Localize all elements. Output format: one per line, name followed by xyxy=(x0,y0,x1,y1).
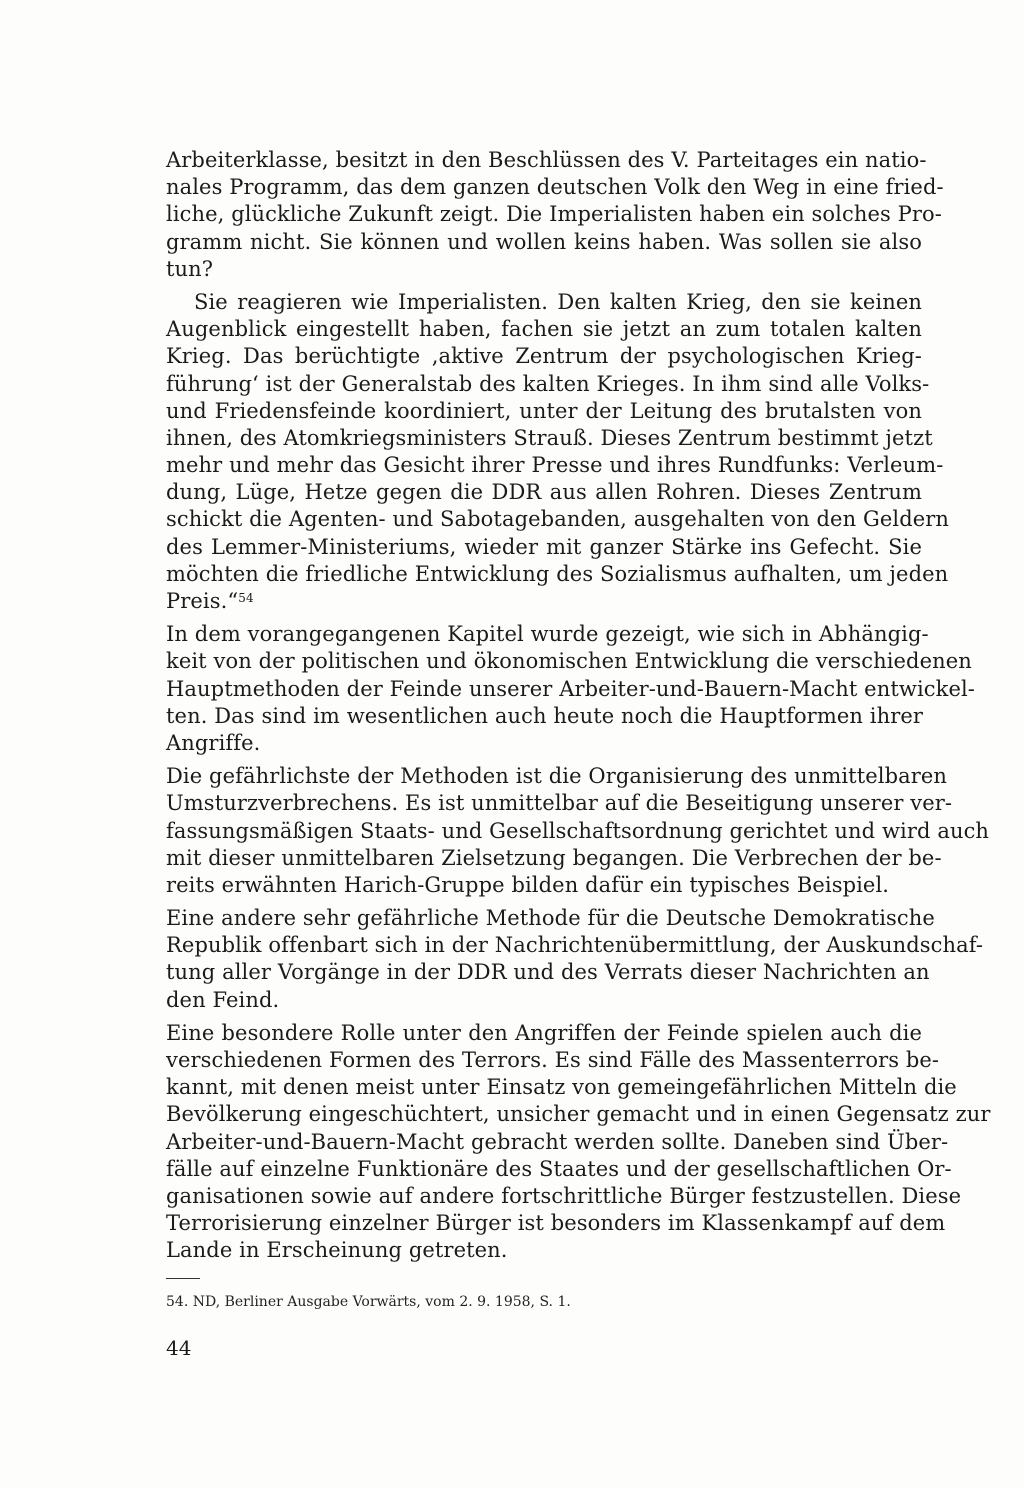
footnote: 54. ND, Berliner Ausgabe Vorwärts, vom 2. 9. 1958, S. 1. xyxy=(166,1294,571,1310)
text-line: möchten die friedliche Entwicklung des Sozialismus aufhalten, um jeden xyxy=(166,561,949,586)
text-line: ganisationen sowie auf andere fortschrittliche Bürger festzustellen. Diese xyxy=(166,1183,962,1208)
page-number: 44 xyxy=(166,1336,192,1360)
text-line: Arbeiter-und-Bauern-Macht gebracht werden sollte. Daneben sind Über- xyxy=(166,1129,949,1154)
text-line: mehr und mehr das Gesicht ihrer Presse und ihres Rundfunks: Verleum- xyxy=(166,453,944,478)
body-paragraph-4 xyxy=(166,1020,991,1265)
text-line: den Feind. xyxy=(166,987,280,1012)
text-line: nales Programm, das dem ganzen deutschen Volk den Weg in eine fried- xyxy=(166,175,944,200)
text-line: fassungsmäßigen Staats- und Gesellschaftsordnung gerichtet und wird auch xyxy=(166,818,990,843)
text-line: Die gefährlichste der Methoden ist die Organisierung des unmittelbaren xyxy=(166,764,948,789)
body-paragraph-3 xyxy=(166,905,984,1014)
text-line: Lande in Erscheinung getreten. xyxy=(166,1238,508,1263)
text-line: Krieg. Das berüchtigte ‚aktive Zentrum der psychologischen Krieg- xyxy=(166,344,922,369)
body-paragraph-1 xyxy=(166,621,975,757)
text-line: Terrorisierung einzelner Bürger ist besonders im Klassenkampf auf dem xyxy=(166,1211,946,1236)
text-line: Augenblick eingestellt haben, fachen sie jetzt an zum totalen kalten xyxy=(166,317,922,342)
text-line: führung‘ ist der Generalstab des kalten Krieges. In ihm sind alle Volks- xyxy=(166,371,930,396)
text-line: ihnen, des Atomkriegsministers Strauß. Dieses Zentrum bestimmt jetzt xyxy=(166,425,933,450)
text-line: dung, Lüge, Hetze gegen die DDR aus allen Rohren. Dieses Zentrum xyxy=(166,480,922,505)
text-line: Bevölkerung eingeschüchtert, unsicher gemacht und in einen Gegensatz zur xyxy=(166,1102,991,1127)
text-line: Angriffe. xyxy=(166,730,261,755)
quote-paragraph-2 xyxy=(166,289,950,615)
text-line: und Friedensfeinde koordiniert, unter der Leitung des brutalsten von xyxy=(166,398,922,423)
text-line: ten. Das sind im wesentlichen auch heute noch die Hauptformen ihrer xyxy=(166,703,924,728)
text-line: In dem vorangegangenen Kapitel wurde gezeigt, wie sich in Abhängig- xyxy=(166,622,929,647)
footnote-reference: 54 xyxy=(238,591,254,605)
text-line: Eine andere sehr gefährliche Methode für die Deutsche Demokratische xyxy=(166,906,935,931)
footnote-divider xyxy=(166,1278,200,1279)
body-paragraph-2 xyxy=(166,763,990,899)
text-line: Arbeiterklasse, besitzt in den Beschlüssen des V. Parteitages ein natio- xyxy=(166,148,927,172)
text-line: reits erwähnten Harich-Gruppe bilden dafür ein typisches Beispiel. xyxy=(166,872,890,897)
text-line: Sie reagieren wie Imperialisten. Den kalten Krieg, den sie keinen xyxy=(194,289,922,314)
text-line: tung aller Vorgänge in der DDR und des Verrats dieser Nachrichten an xyxy=(166,960,930,985)
text-line: schickt die Agenten- und Sabotagebanden, ausgehalten von den Geldern xyxy=(166,507,950,532)
quote-paragraph-1 xyxy=(166,147,944,283)
text-line: des Lemmer-Ministeriums, wieder mit ganzer Stärke ins Gefecht. Sie xyxy=(166,534,922,559)
text-line: Preis.“ xyxy=(166,589,239,613)
main-text xyxy=(166,147,991,1271)
text-line: Umsturzverbrechens. Es ist unmittelbar auf die Beseitigung unserer ver- xyxy=(166,791,953,816)
text-line-with-footnote xyxy=(166,588,922,615)
text-line: verschiedenen Formen des Terrors. Es sind Fälle des Massenterrors be- xyxy=(166,1048,940,1072)
text-line: tun? xyxy=(166,256,214,281)
text-line: Republik offenbart sich in der Nachrichtenübermittlung, der Auskundschaf- xyxy=(166,933,984,958)
text-line: Eine besondere Rolle unter den Angriffen der Feinde spielen auch die xyxy=(166,1020,922,1045)
text-line: Hauptmethoden der Feinde unserer Arbeiter-und-Bauern-Macht entwickel- xyxy=(166,676,975,701)
text-line: keit von der politischen und ökonomischen Entwicklung die verschiedenen xyxy=(166,649,972,674)
text-line: kannt, mit denen meist unter Einsatz von gemeingefährlichen Mitteln die xyxy=(166,1075,957,1100)
text-line: gramm nicht. Sie können und wollen keins haben. Was sollen sie also xyxy=(166,229,922,254)
text-line: liche, glückliche Zukunft zeigt. Die Imperialisten haben ein solches Pro- xyxy=(166,202,942,227)
text-line: mit dieser unmittelbaren Zielsetzung begangen. Die Verbrechen der be- xyxy=(166,845,942,870)
text-line: fälle auf einzelne Funktionäre des Staates und der gesellschaftlichen Or- xyxy=(166,1156,952,1181)
